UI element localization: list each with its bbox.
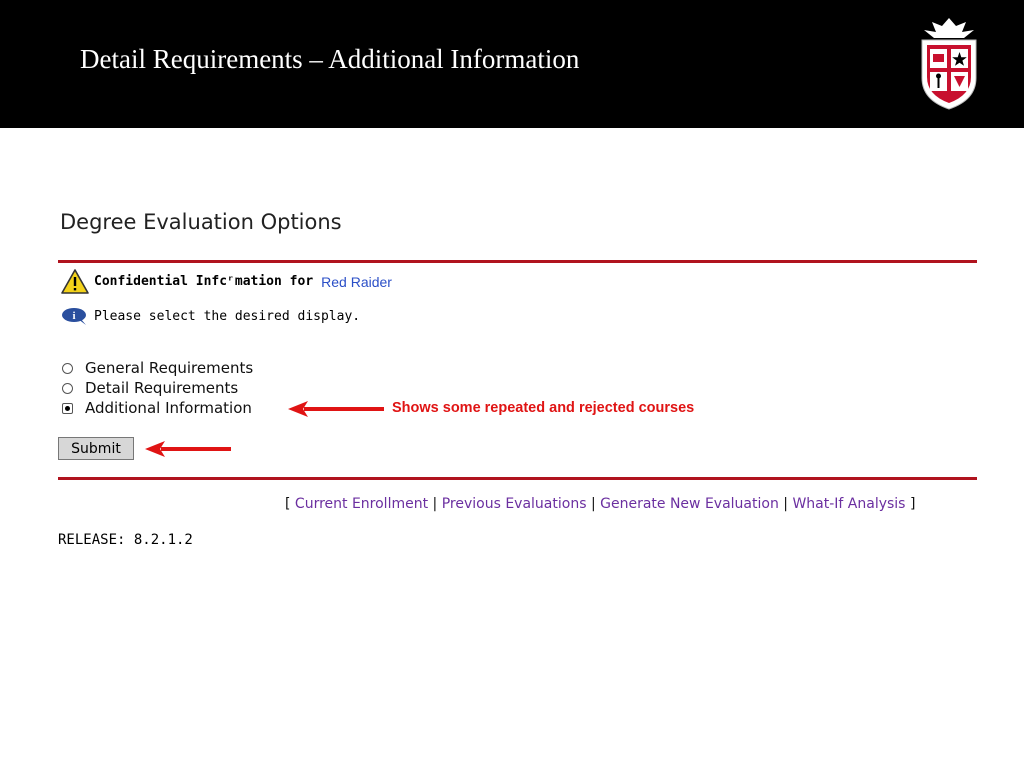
link-separator: | <box>590 496 596 512</box>
link-current-enrollment[interactable]: Current Enrollment <box>294 496 429 512</box>
option-additional-information[interactable] <box>62 399 252 417</box>
red-arrow-icon <box>286 399 386 419</box>
student-name-link[interactable]: Red Raider <box>321 273 392 290</box>
top-divider <box>58 260 977 263</box>
confidential-label: Confidential Infcʳmation for <box>94 274 314 289</box>
svg-text:i: i <box>72 310 76 322</box>
radio-button[interactable] <box>62 363 73 374</box>
bottom-divider <box>58 477 977 480</box>
page-heading: Degree Evaluation Options <box>60 210 342 234</box>
link-what-if-analysis[interactable]: What-If Analysis <box>792 496 906 512</box>
link-generate-new-evaluation[interactable]: Generate New Evaluation <box>600 496 779 512</box>
header-banner <box>0 0 1024 128</box>
radio-button-selected[interactable] <box>62 403 73 414</box>
confidential-row <box>60 268 392 295</box>
annotation-text: Shows some repeated and rejected courses <box>392 400 695 416</box>
warning-triangle-icon <box>60 268 90 295</box>
instruction-text: Please select the desired display. <box>94 308 361 324</box>
option-label: Detail Requirements <box>85 379 239 397</box>
release-version: RELEASE: 8.2.1.2 <box>58 532 193 548</box>
link-previous-evaluations[interactable]: Previous Evaluations <box>441 496 587 512</box>
option-label: Additional Information <box>85 399 252 417</box>
option-general-requirements[interactable] <box>62 359 253 377</box>
university-seal-icon <box>914 12 984 112</box>
submit-button[interactable]: Submit <box>58 437 134 460</box>
radio-button[interactable] <box>62 383 73 394</box>
red-arrow-icon <box>143 439 233 459</box>
slide-title: Detail Requirements – Additional Information <box>80 44 580 74</box>
nav-links <box>285 496 915 512</box>
option-label: General Requirements <box>85 359 254 377</box>
instruction-row <box>60 306 360 326</box>
link-separator: | <box>783 496 788 512</box>
link-separator: | <box>432 496 438 512</box>
option-detail-requirements[interactable] <box>62 379 238 397</box>
info-icon <box>60 306 90 326</box>
bracket-open: [ <box>285 496 291 512</box>
bracket-close: ] <box>909 496 916 512</box>
